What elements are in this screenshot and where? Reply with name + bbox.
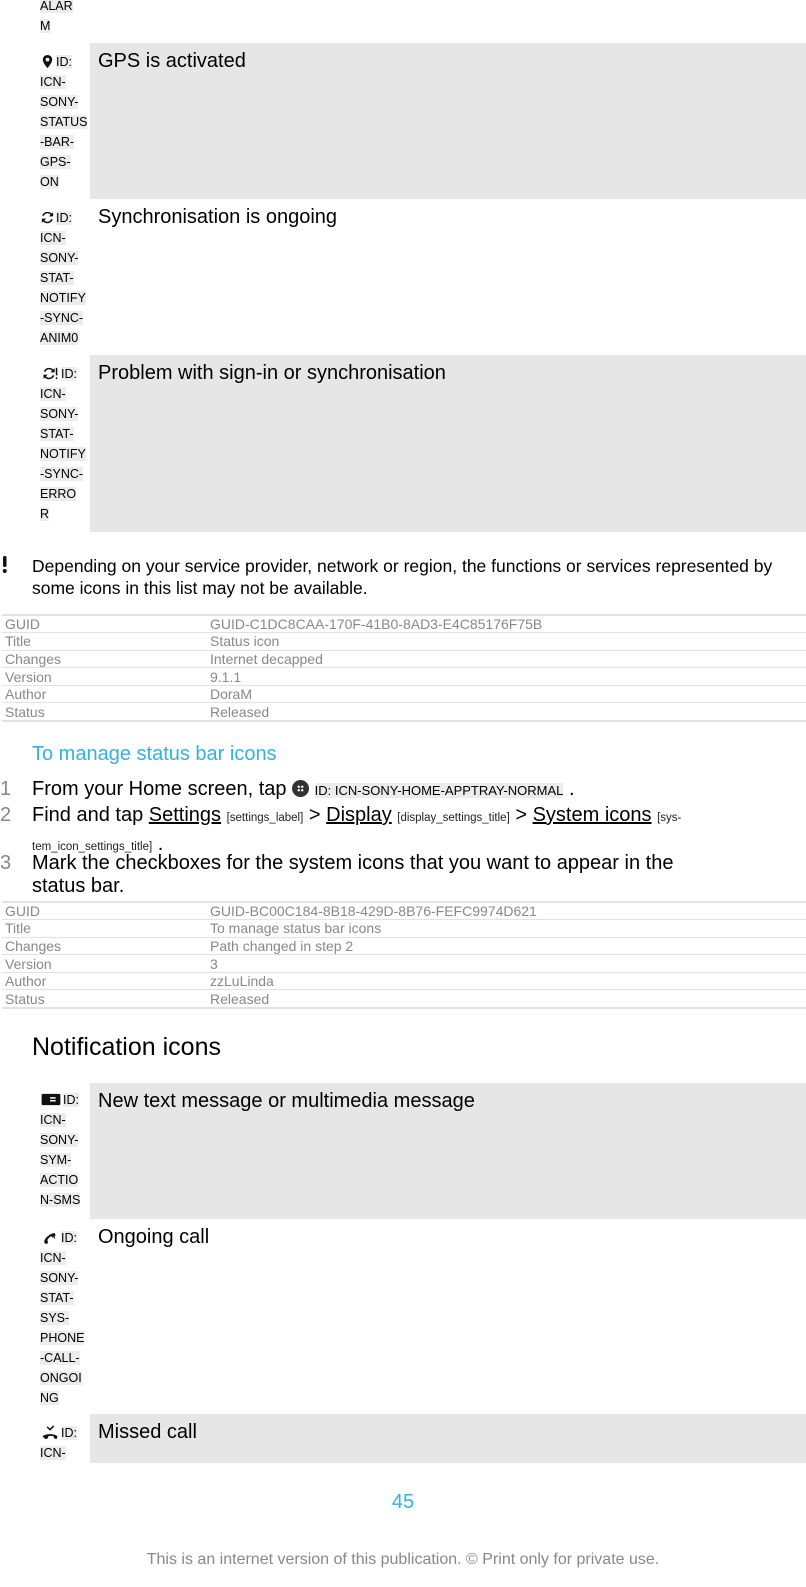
sync-error-icon: [40, 366, 60, 381]
section-title: Notification icons: [32, 1033, 221, 1061]
status-icon-row-sync-error: ID: ICN- SONY- STAT- NOTIFY -SYNC- ERRO R Problem with sign-in or synchronisation: [40, 355, 806, 532]
status-icon-row-sync: ID: ICN- SONY- STAT- NOTIFY -SYNC- ANIM0 Synchronisation is ongoing: [40, 199, 806, 355]
exclamation-icon: [0, 555, 10, 575]
sms-icon: [40, 1092, 62, 1107]
icon-id-label: ID: ICN-SONY-HOME-APPTRAY-NORMAL: [314, 783, 564, 798]
note-text: Depending on your service provider, network or region, the functions or services represented by some icons in this list may not be available.: [32, 556, 773, 598]
table-row: GUID GUID-C1DC8CAA-170F-41B0-8AD3-E4C85176F75B: [2, 615, 806, 633]
id-fragment: ALAR M: [40, 0, 73, 33]
procedure-heading: To manage status bar icons: [32, 743, 277, 765]
icon-description: GPS is activated: [90, 43, 806, 199]
sync-icon: [40, 210, 55, 225]
table-row: GUID GUID-BC00C184-8B18-429D-8B76-FEFC9974D621: [2, 902, 806, 920]
icon-description: Problem with sign-in or synchronisation: [90, 355, 806, 532]
icon-description: Synchronisation is ongoing: [98, 206, 338, 228]
system-icons-link[interactable]: System icons: [532, 804, 652, 826]
display-link[interactable]: Display: [326, 804, 392, 826]
table-row: Status Released: [2, 990, 806, 1008]
app-tray-icon[interactable]: [292, 780, 309, 797]
settings-link[interactable]: Settings: [148, 804, 222, 826]
table-row: Changes Path changed in step 2: [2, 937, 806, 955]
status-icon-row-gps: ID: ICN- SONY- STATUS -BAR- GPS- ON GPS is activated: [40, 43, 806, 199]
notification-icon-row-sms: ID: ICN- SONY- SYM- ACTIO N-SMS New text message or multimedia message: [40, 1083, 806, 1219]
icon-description: Missed call: [90, 1414, 806, 1463]
table-row: Changes Internet decapped: [2, 650, 806, 668]
table-row: Title Status icon: [2, 633, 806, 651]
notification-icon-row-ongoing-call: ID: ICN- SONY- STAT- SYS- PHONE -CALL- ONGOI NG Ongoing call: [40, 1219, 806, 1414]
table-row: Author DoraM: [2, 685, 806, 703]
table-row: Title To manage status bar icons: [2, 920, 806, 938]
table-row: Version 9.1.1: [2, 668, 806, 686]
page-number: 45: [391, 1491, 415, 1513]
metadata-table: [2, 614, 806, 722]
missed-call-icon: [40, 1425, 60, 1440]
icon-description: Ongoing call: [98, 1226, 210, 1248]
footer-notice: This is an internet version of this publication. © Print only for private use.: [146, 1551, 660, 1568]
location-pin-icon: [40, 54, 55, 69]
icon-description: New text message or multimedia message: [90, 1083, 806, 1219]
table-row: Status Released: [2, 703, 806, 721]
metadata-table: [2, 901, 806, 1009]
table-row: Version 3: [2, 955, 806, 973]
notification-icon-row-missed-call: ID: ICN- Missed call: [40, 1414, 806, 1463]
ongoing-call-icon: [40, 1230, 60, 1245]
table-row: Author zzLuLinda: [2, 972, 806, 990]
